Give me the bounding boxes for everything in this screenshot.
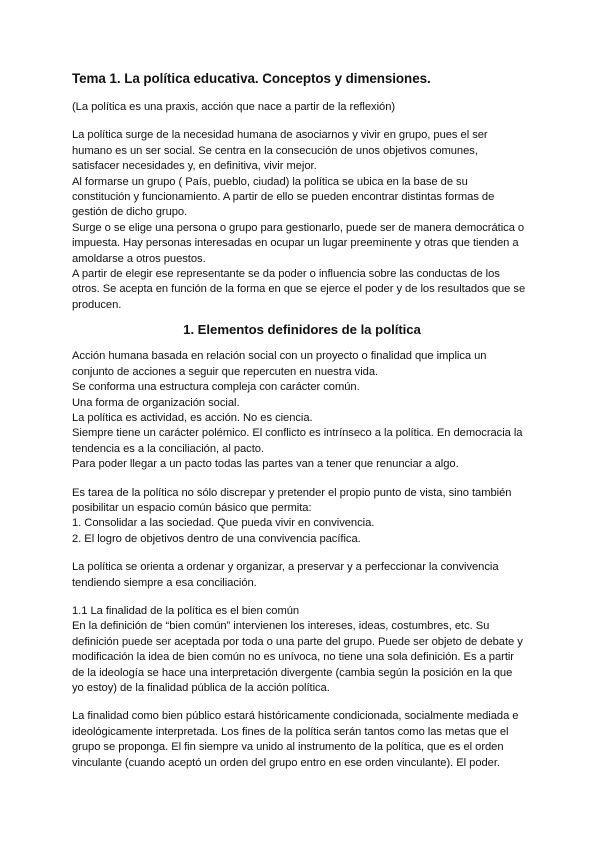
spacer <box>72 591 532 604</box>
text-line: yo estoy) de la finalidad pública de la acción política. <box>72 682 330 694</box>
text-line: tendencia es a la conciliación, al pacto. <box>72 442 264 455</box>
task-paragraph <box>72 486 532 548</box>
document-subtitle: (La política es una praxis, acción que nace a partir de la reflexión) <box>72 101 396 113</box>
text-line: En la definición de “bien común” intervienen los intereses, ideas, costumbres, etc. Su <box>72 620 490 633</box>
text-line: Es tarea de la política no sólo discrepar y pretender el propio punto de vista, sino también <box>72 486 512 499</box>
text-line: humano es un ser social. Se centra en la consecución de unos objetivos comunes, <box>72 144 478 157</box>
text-line: Para poder llegar a un pacto todas las partes van a tener que renunciar a algo. <box>72 458 459 471</box>
text-line: de la ideología se hace una interpretación divergente (cambia según la posición en la que <box>72 666 513 679</box>
text-line: Una forma de organización social. <box>72 396 240 409</box>
text-line: Al formarse un grupo ( País, pueblo, ciudad) la política se ubica en la base de su <box>72 175 468 188</box>
spacer <box>72 696 532 709</box>
list-item: 1. Consolidar a las sociedad. Que pueda vivir en convivencia. <box>72 517 375 530</box>
text-line: Acción humana basada en relación social con un proyecto o finalidad que implica un <box>72 350 487 363</box>
text-line: Se conforma una estructura compleja con carácter común. <box>72 381 360 394</box>
text-line: otros. Se acepta en función de la forma en que se ejerce el poder y de los resultados que se <box>72 283 526 296</box>
text-line: grupo se proponga. El fin siempre va unido al instrumento de la política, que es el orden <box>72 741 504 754</box>
text-line: La política es actividad, es acción. No es ciencia. <box>72 411 313 424</box>
text-line: Siempre tiene un carácter polémico. El conflicto es intrínseco a la política. En democracia la <box>72 427 523 440</box>
text-line: ideológicamente interpretada. Los fines de la política serán tantos como las metas que el <box>72 725 509 738</box>
text-line: Surge o se elige una persona o grupo para gestionarlo, puede ser de manera democrática o <box>72 221 525 234</box>
document-title: Tema 1. La política educativa. Conceptos y dimensiones. <box>72 71 431 86</box>
spacer <box>72 115 532 128</box>
text-line: modificación la idea de bien común no es unívoca, no tiene una sola definición. Es a partir <box>72 651 514 664</box>
list-item: 2. El logro de objetivos dentro de una convivencia pacífica. <box>72 532 361 545</box>
text-line: posibilitar un espacio común básico que permita: <box>72 501 312 514</box>
section-heading: 1. Elementos definidores de la política <box>183 322 421 338</box>
text-line: impuesta. Hay personas interesadas en ocupar un lugar preeminente y otras que tienden a <box>72 237 519 250</box>
text-line: definición puede ser aceptada por toda o una parte del grupo. Puede ser objeto de debate y <box>72 635 523 648</box>
text-line: satisfacer necesidades y, en definitiva, vivir mejor. <box>72 160 317 173</box>
text-line: amoldarse a otros puestos. <box>72 252 206 265</box>
text-line: La finalidad como bien público estará históricamente condicionada, socialmente mediada e <box>72 710 519 723</box>
spacer <box>72 473 532 486</box>
text-line: A partir de elegir ese representante se da poder o influencia sobre las conductas de los <box>72 268 500 281</box>
text-line: producen. <box>72 298 122 311</box>
text-line: tendiendo siempre a esa conciliación. <box>72 576 257 589</box>
subsection-heading: 1.1 La finalidad de la política es el bien común <box>72 604 300 617</box>
text-line: vinculante (cuando aceptó un orden del grupo entro en ese orden vinculante). El poder. <box>72 756 500 769</box>
section1-paragraph <box>72 349 532 472</box>
intro-paragraph <box>72 128 532 313</box>
text-line: conjunto de acciones a seguir que repercuten en nuestra vida. <box>72 365 379 378</box>
document-body <box>72 70 532 771</box>
text-line: gestión de dicho grupo. <box>72 206 188 219</box>
subsection-paragraph <box>72 604 532 696</box>
spacer <box>72 547 532 560</box>
text-line: constitución y funcionamiento. A partir de ello se pueden encontrar distintas formas de <box>72 191 495 204</box>
orientation-paragraph <box>72 560 532 591</box>
text-line: La política surge de la necesidad humana de asociarnos y vivir en grupo, pues el ser <box>72 129 488 142</box>
text-line: La política se orienta a ordenar y organizar, a preservar y a perfeccionar la convivencia <box>72 561 499 574</box>
final-paragraph <box>72 709 532 771</box>
